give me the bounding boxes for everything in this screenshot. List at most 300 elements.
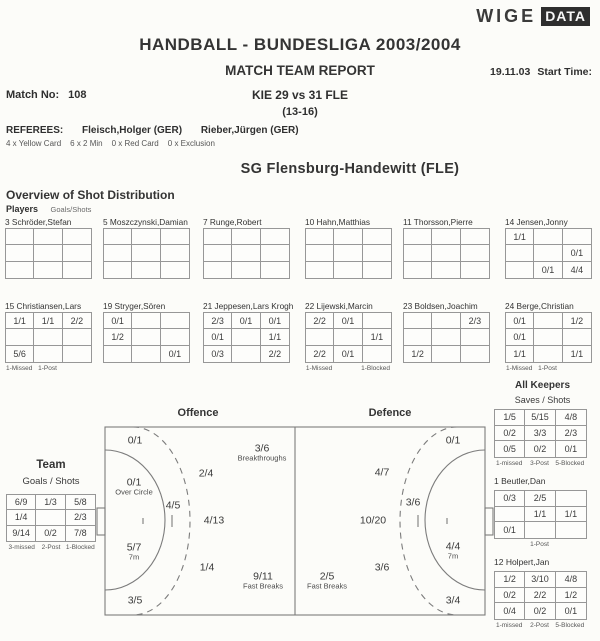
shot-grid-cell: 2/2: [306, 313, 334, 329]
shot-grid-cell: [232, 346, 260, 362]
offence-zone-label: [115, 478, 153, 497]
player-shot-block: [5, 301, 97, 372]
shot-grid-cell: [161, 245, 189, 261]
defence-title: Defence: [368, 407, 412, 419]
player-name: 7 Runge,Robert: [203, 217, 262, 227]
zone-goals-shots-value: 4/7: [374, 466, 390, 479]
shot-grid-cell: 0/1: [506, 313, 534, 329]
offence-zone-label: [243, 572, 283, 591]
grid-footnotes: [505, 365, 590, 372]
defence-zone-label: [375, 562, 390, 573]
grid-footnotes: [7, 544, 95, 551]
player-shot-block: [203, 301, 295, 365]
footnote: 1-missed: [495, 622, 523, 629]
shot-grid-cell: [104, 262, 132, 278]
shot-grid-cell: [563, 329, 591, 345]
zone-goals-shots-value: 2/5: [319, 570, 335, 583]
offence-free-throw-arc: [133, 427, 190, 615]
offence-goal-box: [97, 508, 105, 535]
footnote: [494, 541, 524, 548]
shot-grid-cell: [432, 262, 460, 278]
player-shot-block: [305, 217, 397, 281]
footnote: 1-Blocked: [65, 544, 95, 551]
referees-line: [6, 125, 315, 136]
footnote: 5-Blocked: [555, 622, 585, 629]
shot-grid-cell: 2/2: [306, 346, 334, 362]
offence-zone-label: [204, 515, 224, 526]
shot-grid-cell: [363, 262, 391, 278]
player-shot-block: [103, 217, 195, 281]
referee-2: Rieber,Jürgen (GER): [200, 125, 299, 136]
shot-grid-cell: [232, 329, 260, 345]
shot-grid-cell: [132, 262, 160, 278]
shot-grid-cell: 2/3: [66, 510, 95, 525]
match-date: 19.11.03: [490, 66, 531, 78]
player-name: 21 Jeppesen,Lars Krogh: [203, 301, 294, 311]
shot-grid-cell: [34, 229, 62, 245]
footnote: [62, 365, 90, 372]
section-title: Overview of Shot Distribution: [6, 188, 175, 202]
defence-zone-label: [446, 435, 461, 446]
defence-zone-label: [446, 595, 461, 606]
shot-grid-cell: 0/2: [495, 588, 525, 604]
shot-grid-cell: [432, 245, 460, 261]
zone-goals-shots-value: 4/5: [165, 499, 181, 512]
shot-grid-cell: [132, 346, 160, 362]
zone-goals-shots-value: 2/4: [198, 467, 214, 480]
grid-footnotes: [305, 365, 390, 372]
date-start-time: [483, 66, 592, 78]
footnote: 2-Post: [530, 622, 549, 629]
shot-grid-cell: [404, 245, 432, 261]
shot-grid-cell: [161, 329, 189, 345]
shot-grid-cell: [63, 262, 91, 278]
defence-goal-area-arc: [425, 450, 485, 590]
defence-zone-label: [406, 497, 421, 508]
player-shot-block: [403, 301, 495, 365]
player-name: 19 Stryger,Sören: [103, 301, 166, 311]
zone-sublabel: 7m: [128, 552, 140, 562]
shot-grid-cell: [334, 229, 362, 245]
shot-grid-cell: [404, 262, 432, 278]
shot-grid-cell: 4/8: [556, 410, 586, 426]
shot-grid-cell: [132, 313, 160, 329]
offence-zone-label: [166, 500, 181, 511]
card-count: 6 x 2 Min: [70, 139, 103, 148]
court-lines-drawing: [95, 403, 495, 635]
offence-zone-label: [127, 543, 142, 562]
zone-sublabel: Fast Breaks: [306, 581, 348, 591]
zone-goals-shots-value: 0/1: [445, 434, 461, 447]
shot-grid-cell: [506, 245, 534, 261]
shot-grid: [5, 312, 92, 363]
shot-grid-cell: 0/1: [334, 313, 362, 329]
shot-grid-cell: [306, 245, 334, 261]
shot-grid-cell: 1/2: [563, 313, 591, 329]
keeper-name: 1 Beutler,Dan: [494, 476, 546, 486]
player-name: 3 Schröder,Stefan: [5, 217, 72, 227]
zone-sublabel: 7m: [447, 551, 459, 561]
shot-grid-cell: [506, 262, 534, 278]
shot-grid-cell: 5/15: [525, 410, 555, 426]
start-time-label: Start Time:: [537, 66, 592, 78]
shot-grid: [494, 490, 587, 539]
shot-grid-cell: 0/4: [495, 603, 525, 619]
shot-grid-cell: [461, 262, 489, 278]
shot-grid-cell: [6, 262, 34, 278]
shot-grid-cell: [104, 229, 132, 245]
shot-grid-cell: 0/1: [506, 329, 534, 345]
shot-grid-cell: 0/3: [495, 491, 525, 507]
zone-sublabel: Fast Breaks: [242, 581, 284, 591]
shot-grid-cell: 0/1: [563, 245, 591, 261]
player-shot-block: [505, 301, 597, 372]
shot-grid-cell: [161, 313, 189, 329]
shot-grid-cell: 0/1: [534, 262, 562, 278]
shot-grid-cell: 0/2: [36, 526, 65, 541]
shot-grid-cell: 0/1: [204, 329, 232, 345]
shot-grid: [203, 312, 290, 363]
footnote: 1-Post: [38, 365, 57, 372]
shot-grid-cell: 1/1: [506, 346, 534, 362]
shot-grid-cell: [432, 329, 460, 345]
shot-grid-cell: [404, 229, 432, 245]
shot-grid-cell: 1/2: [495, 572, 525, 588]
footnote: 1-Post: [530, 541, 549, 548]
goals-shots-label: Goals/Shots: [50, 205, 92, 214]
player-name: 22 Lijewski,Marcin: [305, 301, 373, 311]
page-title: HANDBALL - BUNDESLIGA 2003/2004: [139, 35, 461, 54]
referee-1: Fleisch,Holger (GER): [82, 125, 183, 136]
shot-grid-cell: 0/2: [495, 426, 525, 442]
shot-grid-cell: [495, 507, 525, 523]
team-name-title: SG Flensburg-Handewitt (FLE): [240, 161, 460, 177]
all-keepers-title: All Keepers: [514, 380, 571, 391]
shot-grid-cell: [204, 262, 232, 278]
zone-goals-shots-value: 4/4: [445, 540, 461, 553]
offence-zone-label: [128, 435, 143, 446]
shot-grid-cell: [534, 346, 562, 362]
shot-grid-cell: [261, 245, 289, 261]
team-goals-box: [5, 459, 97, 551]
footnote: 1-Blocked: [361, 365, 390, 372]
shot-grid-cell: 2/3: [204, 313, 232, 329]
shot-grid-cell: 6/9: [7, 495, 36, 510]
shot-grid-cell: 0/1: [564, 444, 578, 455]
shot-grid: [403, 312, 490, 363]
shot-grid: [505, 312, 592, 363]
player-shot-block: [403, 217, 495, 281]
shot-grid-cell: 1/1: [570, 348, 584, 359]
offence-zone-label: [238, 444, 287, 463]
court-diagram: [95, 403, 495, 635]
grid-footnotes: [494, 541, 585, 548]
shot-grid-cell: 9/14: [7, 526, 36, 541]
grid-footnotes: [494, 460, 585, 467]
footnote: [555, 541, 585, 548]
footnote: 1-missed: [495, 460, 523, 467]
shot-grid-cell: [34, 245, 62, 261]
shot-grid-cell: [232, 245, 260, 261]
shot-grid-cell: [461, 229, 489, 245]
shot-grid-cell: [161, 262, 189, 278]
shot-grid-cell: [534, 313, 562, 329]
shot-grid-cell: 1/1: [6, 313, 34, 329]
logo-data-badge: DATA: [541, 7, 590, 26]
defence-free-throw-arc: [400, 427, 457, 615]
zone-goals-shots-value: 3/4: [445, 594, 461, 607]
shot-grid-cell: [556, 491, 586, 507]
zone-goals-shots-value: 4/13: [203, 514, 225, 527]
shot-grid-cell: 4/4: [570, 264, 584, 275]
zone-goals-shots-value: 3/5: [127, 594, 143, 607]
shot-grid-cell: 0/1: [495, 522, 525, 538]
defence-zone-label: [375, 467, 390, 478]
player-name: 11 Thorsson,Pierre: [403, 217, 473, 227]
shot-grid-cell: 2/3: [556, 426, 586, 442]
shot-grid: [305, 312, 392, 363]
shot-grid-cell: [34, 262, 62, 278]
team-box-title: Team: [36, 459, 66, 471]
shot-grid-cell: 4/8: [556, 572, 586, 588]
shot-grid-cell: [461, 329, 489, 345]
footnote: 5-Blocked: [555, 460, 585, 467]
shot-grid-cell: [363, 346, 391, 362]
match-no-label: Match No:: [6, 89, 60, 101]
player-name: 10 Hahn,Matthias: [305, 217, 371, 227]
defence-zone-label: [307, 572, 347, 591]
shot-grid-cell: [334, 245, 362, 261]
shot-grid-cell: [132, 229, 160, 245]
card-count: 0 x Red Card: [111, 139, 159, 148]
zone-goals-shots-value: 10/20: [359, 514, 387, 527]
shot-grid-cell: [306, 329, 334, 345]
shot-grid-cell: 2/2: [63, 313, 91, 329]
shot-grid-cell: 0/3: [204, 346, 232, 362]
shot-grid: [103, 228, 190, 279]
shot-grid-cell: [104, 245, 132, 261]
shot-grid-cell: [306, 262, 334, 278]
all-keepers-grid-slot: [494, 409, 591, 467]
shot-grid-cell: [261, 262, 289, 278]
shot-grid-cell: 0/1: [334, 346, 362, 362]
shot-grid-cell: 0/2: [525, 603, 555, 619]
offence-title: Offence: [177, 407, 219, 419]
player-shot-block: [103, 301, 195, 365]
shot-grid-cell: 1/2: [404, 346, 432, 362]
shot-grid-cell: 1/5: [495, 410, 525, 426]
shot-grid-cell: [432, 346, 460, 362]
shot-grid-cell: [63, 245, 91, 261]
shot-grid: [505, 228, 592, 279]
player-shot-block: [505, 217, 597, 281]
shot-grid: [494, 571, 587, 620]
shot-grid-cell: 1/1: [34, 313, 62, 329]
zone-goals-shots-value: 1/4: [199, 561, 215, 574]
cards-summary-line: [6, 139, 224, 148]
final-score-line: KIE 29 vs 31 FLE: [251, 88, 349, 102]
shot-grid-cell: [334, 262, 362, 278]
zone-goals-shots-value: 0/1: [126, 476, 142, 489]
keepers-column: [494, 380, 591, 629]
shot-grid-cell: [334, 329, 362, 345]
footnote: 3-missed: [8, 544, 35, 551]
individual-keepers-slot: [494, 476, 591, 629]
footnote: [333, 365, 361, 372]
shot-grid-cell: [36, 510, 65, 525]
shot-grid-cell: 1/3: [36, 495, 65, 510]
player-shot-block: [203, 217, 295, 281]
offence-goal-area-arc: [105, 450, 165, 590]
zone-sublabel: Breakthroughs: [237, 453, 287, 463]
shot-grid-cell: [461, 245, 489, 261]
card-count: 4 x Yellow Card: [6, 139, 62, 148]
shot-grid-cell: [232, 262, 260, 278]
player-name: 24 Berge,Christian: [505, 301, 574, 311]
shot-grid-cell: 2/3: [461, 313, 489, 329]
shot-grid: [203, 228, 290, 279]
shot-grid-cell: [363, 313, 391, 329]
logo-wige-text: WIGE: [476, 6, 537, 26]
footnote: 1-Missed: [5, 365, 33, 372]
shot-grid-cell: [534, 245, 562, 261]
shot-grid: [5, 228, 92, 279]
shot-grid-cell: 0/5: [495, 441, 525, 457]
match-no-value: 108: [68, 89, 87, 101]
zone-goals-shots-value: 3/6: [374, 561, 390, 574]
shot-grid-cell: 5/6: [6, 346, 34, 362]
shot-grid-cell: 3/3: [525, 426, 555, 442]
player-name: 5 Moszczynski,Damian: [103, 217, 188, 227]
shot-grid-cell: 1/4: [7, 510, 36, 525]
zone-goals-shots-value: 0/1: [127, 434, 143, 447]
shot-grid-cell: 7/8: [74, 528, 87, 539]
shot-grid-cell: [363, 229, 391, 245]
defence-zone-label: [360, 515, 386, 526]
grid-footnotes: [494, 622, 585, 629]
footnote: 3-Post: [530, 460, 549, 467]
shot-grid-cell: [63, 229, 91, 245]
shot-grid-cell: 2/2: [268, 348, 282, 359]
players-subheading: [6, 204, 91, 214]
shot-grid-cell: [6, 329, 34, 345]
shot-grid-cell: [161, 229, 189, 245]
shot-grid-cell: 2/5: [525, 491, 555, 507]
shot-grid-cell: 2/2: [525, 588, 555, 604]
player-shot-block: [5, 217, 97, 281]
shot-grid-cell: [63, 329, 91, 345]
shot-grid-cell: 1/1: [525, 507, 555, 523]
shot-grid-cell: [432, 313, 460, 329]
shot-grid-cell: [204, 229, 232, 245]
shot-grid-cell: [261, 229, 289, 245]
shot-grid-cell: [404, 313, 432, 329]
zone-goals-shots-value: 3/6: [405, 496, 421, 509]
shot-grid-cell: 1/2: [556, 588, 586, 604]
shot-grid-cell: [132, 245, 160, 261]
keeper-name: 12 Holpert,Jan: [494, 557, 550, 567]
shot-grid-cell: [204, 245, 232, 261]
wige-data-logo: [476, 6, 590, 27]
player-name: 14 Jensen,Jonny: [505, 217, 568, 227]
shot-grid-cell: [34, 329, 62, 345]
shot-grid-cell: [556, 522, 586, 538]
players-label: Players: [6, 204, 39, 214]
offence-zone-label: [200, 562, 215, 573]
shot-grid-cell: [104, 346, 132, 362]
shot-grid: [403, 228, 490, 279]
footnote: [562, 365, 590, 372]
shot-grid-cell: [363, 245, 391, 261]
halftime-score: (13-16): [282, 106, 318, 118]
shot-grid-cell: 0/1: [104, 313, 132, 329]
saves-shots-label: Saves / Shots: [514, 395, 571, 405]
footnote: 1-Missed: [505, 365, 533, 372]
shot-grid-cell: [306, 229, 334, 245]
shot-grid-cell: [534, 229, 562, 245]
shot-grid-cell: [34, 346, 62, 362]
shot-grid-cell: [525, 522, 555, 538]
shot-grid-cell: 1/1: [506, 229, 534, 245]
shot-grid-cell: [132, 329, 160, 345]
shot-grid-cell: 0/2: [525, 441, 555, 457]
shot-grid-cell: [6, 245, 34, 261]
grid-footnotes: [5, 365, 90, 372]
offence-zone-label: [128, 595, 143, 606]
shot-grid-cell: 1/1: [363, 329, 391, 345]
shot-grid: [494, 409, 587, 458]
zone-goals-shots-value: 9/11: [253, 570, 273, 583]
shot-grid-cell: 0/1: [261, 313, 289, 329]
footnote: 2-Post: [41, 544, 61, 551]
shot-grid-cell: [432, 229, 460, 245]
zone-goals-shots-value: 5/7: [126, 541, 142, 554]
shot-grid-cell: 1/1: [261, 329, 289, 345]
footnote: 1-Post: [538, 365, 557, 372]
team-box-subtitle: Goals / Shots: [22, 476, 80, 487]
shot-grid: [103, 312, 190, 363]
shot-grid-cell: 0/1: [564, 606, 578, 617]
team-grid-slot: [5, 494, 97, 551]
zone-goals-shots-value: 3/6: [254, 442, 270, 455]
shot-grid-cell: 1/1: [556, 507, 586, 523]
offence-zone-label: [199, 468, 214, 479]
player-name: 15 Christiansen,Lars: [5, 301, 82, 311]
shot-grid: [305, 228, 392, 279]
shot-grid-cell: 0/1: [232, 313, 260, 329]
shot-grid-cell: [534, 329, 562, 345]
referees-label: REFEREES:: [6, 125, 64, 136]
defence-goal-box: [485, 508, 493, 535]
card-count: 0 x Exclusion: [167, 139, 215, 148]
shot-grid-cell: 5/8: [66, 495, 95, 510]
zone-sublabel: Over Circle: [115, 487, 153, 497]
shot-grid-cell: 1/2: [104, 329, 132, 345]
shot-grid: [6, 494, 96, 542]
defence-zone-label: [446, 542, 461, 561]
shot-grid-cell: [404, 329, 432, 345]
player-name: 23 Boldsen,Joachim: [403, 301, 478, 311]
shot-grid-cell: [563, 229, 591, 245]
shot-grid-cell: [6, 229, 34, 245]
player-shot-block: [305, 301, 397, 372]
shot-grid-cell: 3/10: [525, 572, 555, 588]
shot-grid-cell: [63, 346, 91, 362]
shot-grid-cell: 0/1: [168, 348, 182, 359]
shot-grid-cell: [232, 229, 260, 245]
report-subtitle: MATCH TEAM REPORT: [225, 63, 375, 78]
shot-grid-cell: [461, 346, 489, 362]
